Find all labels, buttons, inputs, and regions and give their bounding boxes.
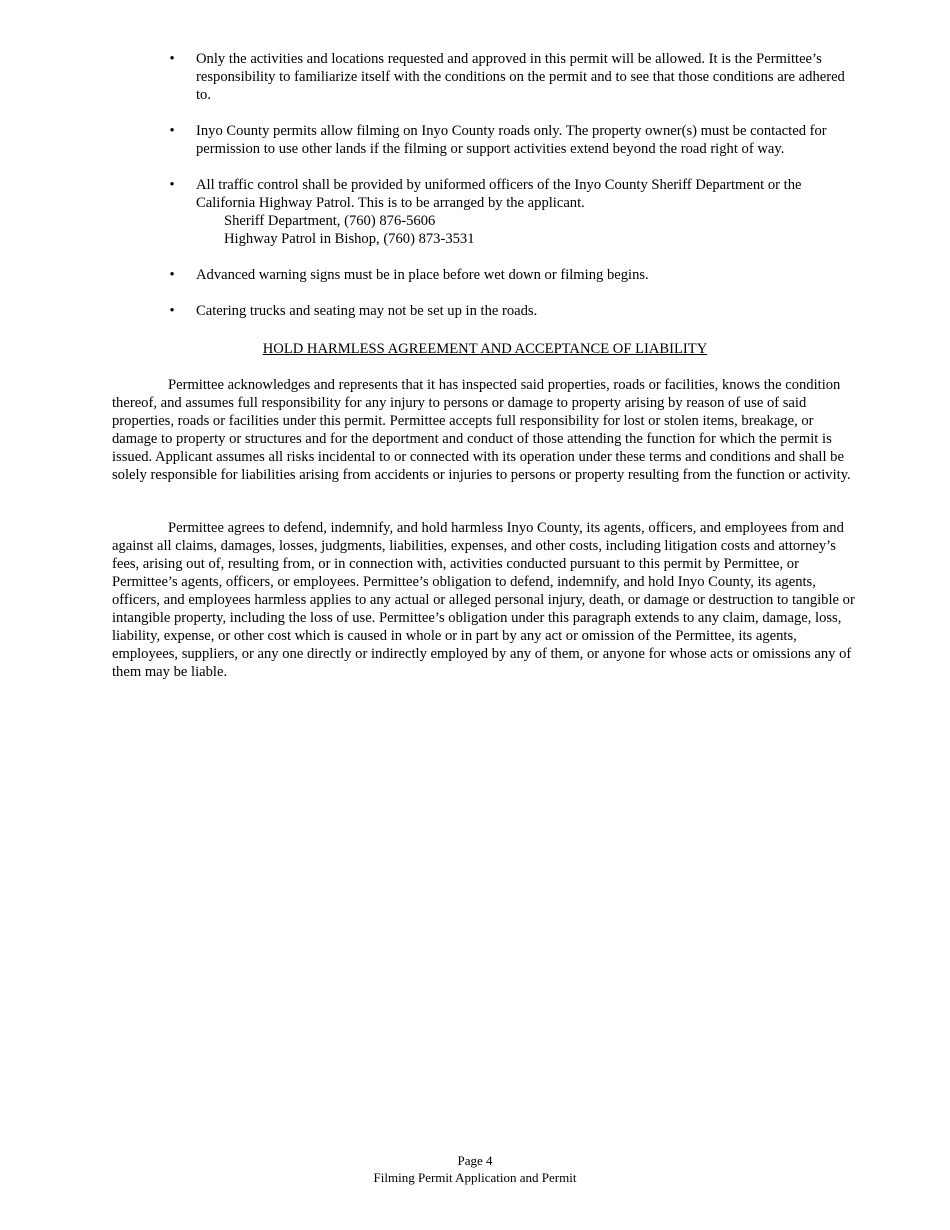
highway-patrol-contact: Highway Patrol in Bishop, (760) 873-3531: [224, 231, 475, 247]
bullet-icon: •: [169, 267, 175, 283]
page-footer: [0, 1152, 950, 1186]
list-item-text: All traffic control shall be provided by uniformed officers of the Inyo County Sheriff Department or the California Highway Patrol. This is to be arranged by the applicant.: [196, 177, 802, 211]
acknowledgement-paragraph: Permittee acknowledges and represents that it has inspected said properties, roads or facilities, knows the condition thereof, and assumes full responsibility for any injury to persons or damage to property arising by reason of use of said properties, roads or facilities under this permit. Permittee accepts full responsibility for lost or stolen items, breakage, or damage to property or structures and for the deportment and conduct of those attending the function for which the permit is issued. Applicant assumes all risks incidental to or connected with its operation under these terms and conditions and shall be solely responsible for liabilities arising from accidents or injuries to persons or property resulting from the function or activity.: [112, 377, 851, 483]
page-number: Page 4: [457, 1153, 493, 1168]
list-item-text: Inyo County permits allow filming on Inyo County roads only. The property owner(s) must be contacted for permission to use other lands if the filming or support activities extend beyond the road right of way.: [196, 123, 827, 157]
bullet-icon: •: [169, 177, 175, 193]
list-item: [166, 266, 856, 284]
bullet-icon: •: [169, 123, 175, 139]
bullet-icon: •: [169, 303, 175, 319]
sheriff-contact: Sheriff Department, (760) 876-5606: [224, 213, 436, 229]
list-item-text: Catering trucks and seating may not be set up in the roads.: [196, 303, 538, 319]
permit-conditions-list: [166, 50, 856, 338]
section-heading: HOLD HARMLESS AGREEMENT AND ACCEPTANCE OF LIABILITY: [262, 341, 708, 357]
indemnification-paragraph: Permittee agrees to defend, indemnify, and hold harmless Inyo County, its agents, officers, and employees from and against all claims, damages, losses, judgments, liabilities, expenses, and other costs, including litigation costs and attorney’s fees, arising out of, resulting from, or in connection with, activities conducted pursuant to this permit by Permittee, or Permittee’s agents, officers, or employees. Permittee’s obligation to defend, indemnify, and hold Inyo County, its agents, officers, and employees harmless applies to any actual or alleged personal injury, death, or damage or destruction to tangible or intangible property, including the loss of use. Permittee’s obligation under this paragraph extends to any claim, damage, loss, liability, expense, or other cost which is caused in whole or in part by any act or omission of the Permittee, its agents, employees, suppliers, or any one directly or indirectly employed by any of them, or anyone for whose acts or omissions any of them may be liable.: [112, 520, 855, 680]
list-item: [166, 50, 856, 104]
list-item-text: Advanced warning signs must be in place before wet down or filming begins.: [196, 267, 649, 283]
document-title: Filming Permit Application and Permit: [373, 1170, 577, 1185]
bullet-icon: •: [169, 51, 175, 67]
list-item: [166, 302, 856, 320]
list-item: [166, 122, 856, 158]
list-item-text: Only the activities and locations requested and approved in this permit will be allowed. It is the Permittee’s responsibility to familiarize itself with the conditions on the permit and to see that those conditions are adhered to.: [196, 51, 845, 103]
list-item: [166, 176, 856, 248]
